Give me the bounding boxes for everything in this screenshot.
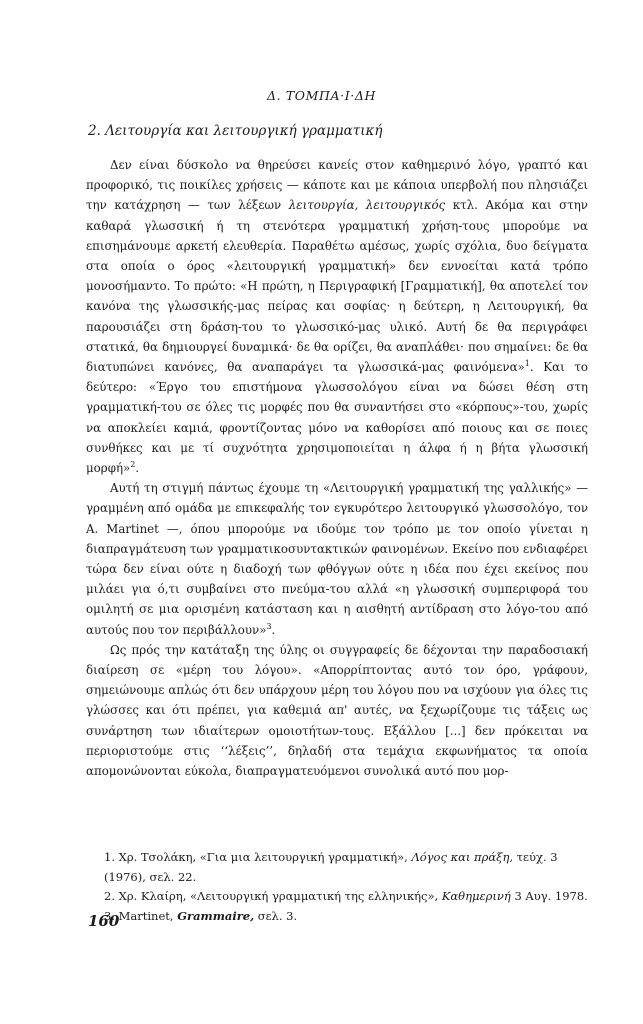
text-run: Αυτή τη στιγμή πάντως έχουμε τη «Λειτουργική γραμματική της γαλλικής» — γραμμένη από ομάδα με επικεφαλής τον εγκυρότερο λειτουργικό γλωσσολόγο, τον A. Martinet —, όπου μπορούμε να ιδούμε τον τρόπο με τον οποίο γίνεται η διαπραγμάτευση των γραμματικοσυντακτικών φαινομένων. Εκείνο που ενδιαφέρει τώρα δεν είναι ούτε η διαδοχή των φθόγγων ούτε η ιδέα που έχει εκείνος που μιλάει για ό,τι συμβαίνει στο πνεύμα-του αλλά «η γλωσσική συμπεριφορά του ομιλητή σε μια ορισμένη κατάσταση και η αισθητή αντίδραση στο λόγο-του από αυτούς που τον περιβάλλουν» — [86, 481, 588, 637]
emphasis: λειτουργία, λειτουργικός — [288, 198, 446, 213]
text-run: Δεν είναι δύσκολο να θηρεύσει κανείς στον καθημερινό λόγο, γραπτό και προφορικό, τις ποικίλες χρήσεις — κάποτε και με κάποια υπερβολή που πλησιάζει την κατάχρηση — των λέξεων — [86, 158, 588, 213]
emphasis: Καθημερινή — [441, 889, 511, 903]
footnote-ref: 3 — [266, 621, 272, 631]
footnotes — [86, 848, 588, 926]
text-run: Ως πρός την κατάταξη της ύλης οι συγγραφείς δε δέχονται την παραδοσιακή διαίρεση σε «μέρη του λόγου». «Απορρίπτοντας αυτό τον όρο, γράφουν, σημειώνουμε απλώς ότι δεν υπάρχουν μέρη του λόγου που να ισχύουν για όλες τις γλώσσες και ότι πρέπει, για καθεμιά απ' αυτές, να ξεχωρίζουμε τις τάξεις ως συνάρτηση των ιδιαίτερων ομοιοτήτων-τους. Εξάλλου [...] δεν πρόκειται να περιοριστούμε στις ‘‘λέξεις’’, δηλαδή στα τεμάχια εκφωνήματος τα οποία απομονώνονται εύκολα, διαπραγματευόμενοι συνολικά αυτό που μορ- — [86, 642, 588, 779]
body-text — [86, 155, 588, 781]
page-number: 160 — [88, 912, 120, 930]
text-run: σελ. 3. — [254, 908, 298, 923]
section-title: 2. Λειτουργία και λειτουργική γραμματική — [88, 123, 383, 139]
running-head: Δ. ΤΟΜΠΑ·Ι·ΔΗ — [267, 88, 376, 103]
text-run: . Και το δεύτερο: «Έργο του επιστήμονα γλωσσολόγου είναι να δώσει θέση στη γραμματική-του σε όλες τις μορφές που θα συναντήσει στο «κόρπους»-του, χωρίς να αποκλείει καμιά, φροντίζοντας μόνο να καθορίσει από ποιους και σε ποιες συνθήκες και με τί συχνότητα χρησιμοποιείται η άλφα ή η βήτα γλωσσική μορφή» — [86, 360, 588, 476]
footnote-ref: 2 — [130, 460, 136, 470]
paragraph — [86, 640, 588, 781]
footnote — [86, 848, 588, 887]
emphasis: Grammaire, — [177, 908, 255, 923]
paragraph — [86, 478, 588, 640]
footnote — [86, 887, 588, 907]
text-run: τεύχ. 3 (1976), σελ. 22. — [104, 850, 558, 884]
footnote-ref: 1 — [524, 359, 530, 369]
emphasis: Λόγος και πράξη, — [411, 850, 514, 864]
text-run: 3. Martinet, — [104, 908, 178, 923]
text-run: 1. Χρ. Τσολάκη, «Για μια λειτουργική γραμματική», — [104, 850, 412, 864]
text-run: . — [135, 461, 140, 476]
text-run: 2. Χρ. Κλαίρη, «Λειτουργική γραμματική της ελληνικής», — [104, 889, 442, 903]
footnote — [86, 907, 588, 927]
text-run: 3 Αυγ. 1978. — [510, 889, 588, 903]
text-run: κτλ. Ακόμα και στην καθαρά γλωσσική ή τη στενότερα γραμματική χρήση-τους μπορούμε να επισημάνουμε αρκετή ελευθερία. Παραθέτω αμέσως, χωρίς σχόλια, δυο δείγματα στα οποία ο όρος «λειτουργική γραμματική» δεν εννοείται κατά τρόπο μονοσήμαντο. Το πρώτο: «Η πρώτη, η Περιγραφική [Γραμματική], θα αποτελεί τον κανόνα της γλωσσικής-μας πείρας και σοφίας· η δεύτερη, η Λειτουργική, θα παρουσιάζει στη δράση-του το γλωσσικό-μας υλικό. Αυτή δε θα περιγράφει στατικά, θα δημιουργεί δυναμικά· δε θα ορίζει, θα αναπλάθει· που σημαίνει: δε θα διατυπώνει κανόνες, θα αναπαράγει τα γλωσσικά-μας φαινόμενα» — [86, 198, 588, 375]
text-run: . — [271, 622, 276, 637]
paragraph — [86, 155, 588, 478]
